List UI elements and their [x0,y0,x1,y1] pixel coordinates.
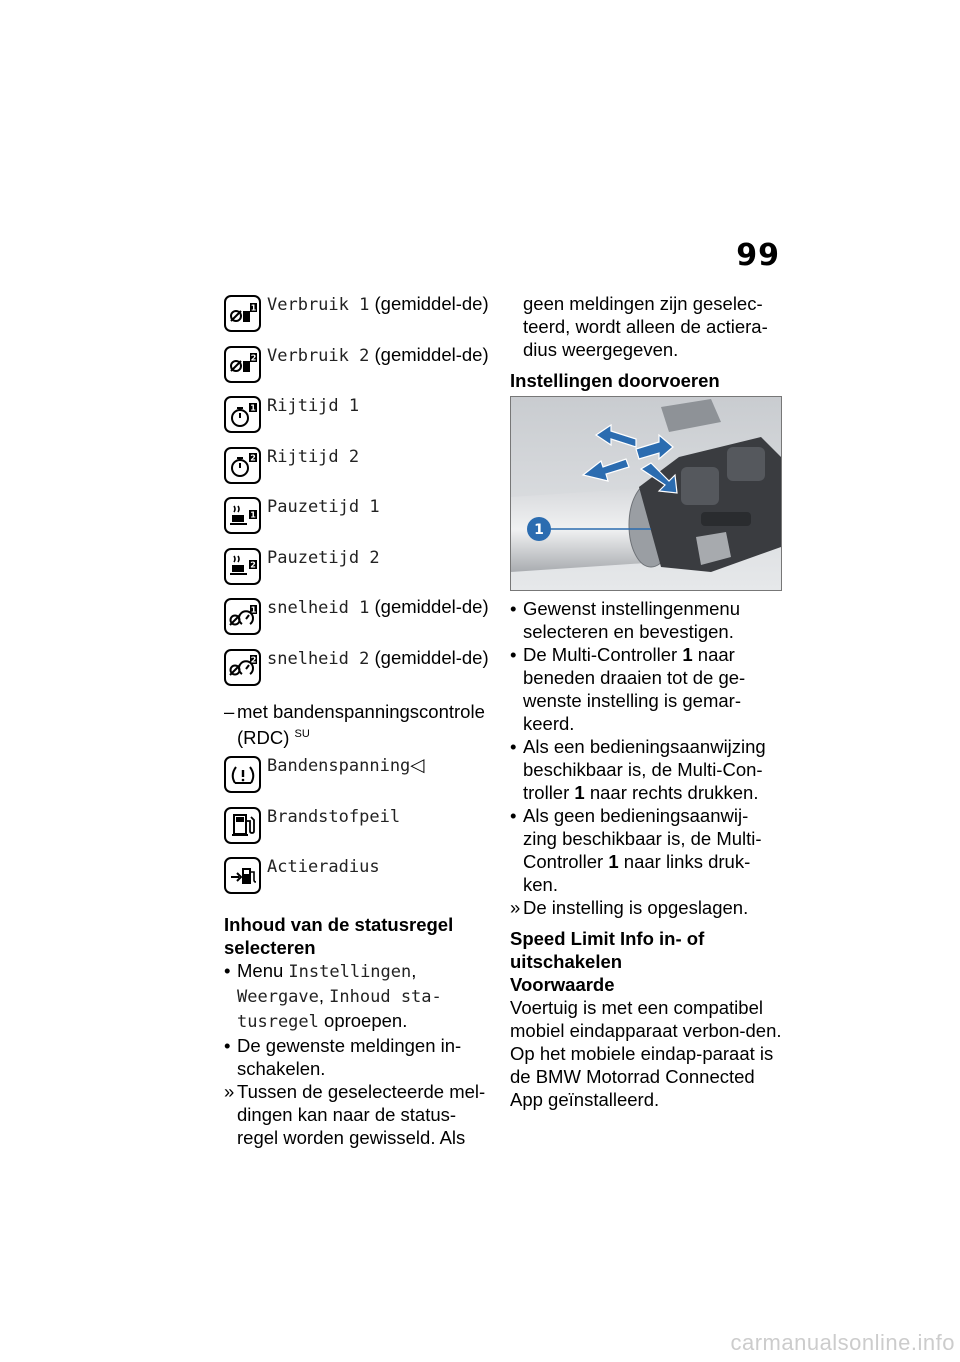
dash-marker: – [224,701,235,722]
result-text: Tussen de geselecteerde mel-dingen kan naar de status-regel worden gewisseld. Als [237,1080,486,1148]
condition-text: Voertuig is met een compatibel mobiel eindapparaat verbon-den. Op het mobiele eindap-paraat is de BMW Motorrad Connected App geïnstalleerd. [510,997,782,1110]
separator: , [318,984,330,1006]
rdc-condition [224,700,492,749]
heading-condition: Voorwaarde [510,974,615,995]
display-item-label: Brandstofpeil [267,806,401,827]
display-item-stopwatch-1 [224,393,492,444]
consumption-2-icon [224,346,261,383]
step-text: Gewenst instellingenmenu selecteren en bevestigen. [523,598,740,642]
result-text: De instelling is opgeslagen. [523,897,749,918]
result-switch-messages [224,1080,492,1149]
display-item-label: snelheid 2 [267,648,370,669]
right-column [510,292,782,1111]
step-text: Als een bedieningsaanwijzing beschikbaar is, de Multi-Con-troller [523,736,766,803]
svg-text:1: 1 [249,510,256,519]
bullet-marker: • [510,736,517,757]
speed-1-icon [224,598,261,635]
bullet-marker: • [224,1034,231,1056]
menu-path-settings: Instellingen [288,961,412,982]
step-text: Menu [237,959,289,981]
stopwatch-1-icon [224,396,261,433]
step-open-menu [224,959,492,1034]
display-item-label: Pauzetijd 1 [267,497,380,517]
fuel-level-icon [224,807,261,844]
speed-2-icon [224,649,261,686]
display-item-label: Verbruik 1 [267,295,370,315]
display-item-fuel-level [224,804,492,855]
coffee-break-2-icon [224,548,261,585]
callout-ref: 1 [682,644,693,665]
menu-path-statusline: Inhoud sta-tusregel [237,986,442,1032]
svg-text:2: 2 [250,655,256,665]
display-item-label: snelheid 1 [267,598,370,618]
result-marker: » [510,897,521,918]
display-item-label: Pauzetijd 2 [267,547,380,568]
display-item-label: Verbruik 2 [267,345,370,366]
step-push-right [510,735,782,804]
display-item-consumption-1 [224,292,492,343]
separator: , [411,959,417,981]
result-saved [510,896,782,919]
step-text: naar rechts drukken. [584,782,759,803]
svg-text:2: 2 [250,353,256,363]
display-item-coffee-break-2 [224,545,492,596]
step-select-menu [510,597,782,643]
step-text: oproepen. [318,1009,408,1031]
display-item-label: Rijtijd 2 [267,446,360,467]
display-item-tire-pressure [224,753,492,804]
step-turn-controller [510,643,782,735]
display-item-consumption-2 [224,343,492,394]
callout-ref: 1 [608,851,619,872]
rdc-condition-abbrev: (RDC) [237,727,290,748]
step-text: Als geen bedieningsaanwij-zing beschikbaar is, de Multi-Controller [523,805,762,872]
watermark: carmanualsonline.info [730,1330,955,1355]
display-item-suffix: (gemiddel-de) [369,646,489,668]
display-item-label: Actieradius [267,857,380,877]
step-enable-messages [224,1034,492,1080]
triangle-left-icon: ◁ [410,754,425,775]
bullet-marker: • [224,959,231,981]
tire-pressure-icon [224,756,261,793]
step-text: naar beneden draaien tot de ge-wenste instelling is gemar-keerd. [523,644,746,734]
display-item-label: Rijtijd 1 [267,396,360,416]
svg-text:1: 1 [250,605,256,614]
result-marker: » [224,1080,235,1102]
bullet-marker: • [510,598,517,619]
heading-statusline: Inhoud van de statusregel selecteren [224,913,454,958]
svg-text:1: 1 [250,303,256,312]
step-text: De gewenste meldingen in-schakelen. [237,1034,462,1079]
display-item-stopwatch-2 [224,444,492,495]
svg-text:2: 2 [249,453,256,463]
display-item-range [224,854,492,905]
option-superscript: SU [294,728,310,740]
bullet-marker: • [510,805,517,826]
heading-browse-settings: Instellingen doorvoeren [510,370,720,391]
display-item-coffee-break-1 [224,494,492,545]
range-icon [224,857,261,894]
rdc-condition-text: met bandenspanningscontrole [237,701,485,722]
heading-speed-limit-info: Speed Limit Info in- of uitschakelen [510,928,705,972]
display-item-suffix: (gemiddel-de) [369,343,489,365]
svg-text:1: 1 [249,403,256,412]
step-push-left [510,804,782,896]
left-column [224,292,492,1149]
step-text: naar links druk-ken. [523,851,751,895]
callout-ref: 1 [574,782,585,803]
continued-text: geen meldingen zijn geselec-teerd, wordt alleen de actiera-dius weergegeven. [523,293,768,360]
photo-callout-number: 1 [534,522,544,538]
page-number: 99 [736,238,780,273]
display-item-speed-1 [224,595,492,646]
svg-text:2: 2 [249,560,256,570]
multi-controller-photo [510,396,782,591]
display-item-speed-2 [224,646,492,697]
display-item-suffix: (gemiddel-de) [369,293,489,314]
menu-path-display: Weergave [237,986,319,1007]
consumption-1-icon [224,295,261,332]
stopwatch-2-icon [224,447,261,484]
display-item-suffix: (gemiddel-de) [369,596,489,617]
step-text: De Multi-Controller [523,644,683,665]
bullet-marker: • [510,644,517,665]
coffee-break-1-icon [224,497,261,534]
display-item-label: Bandenspanning [267,756,411,776]
